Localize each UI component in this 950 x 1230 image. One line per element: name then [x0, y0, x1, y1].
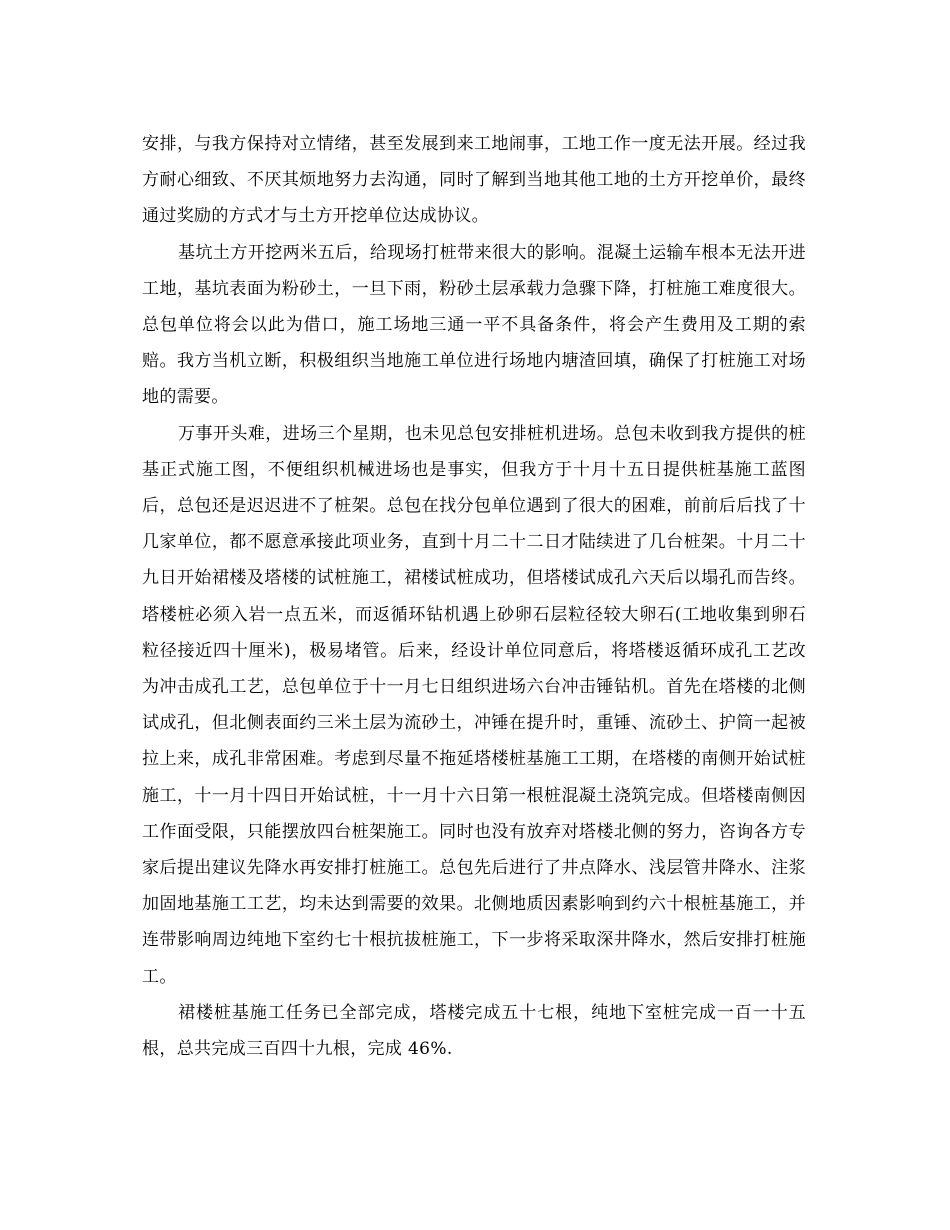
paragraph-4: 裙楼桩基施工任务已全部完成，塔楼完成五十七根，纯地下室桩完成一百一十五根，总共完成三百四十九根，完成 46%.: [142, 1002, 806, 1060]
paragraph-2: 基坑土方开挖两米五后，给现场打桩带来很大的影响。混凝土运输车根本无法开进工地，基坑表面为粉砂土，一旦下雨，粉砂土层承载力急骤下降，打桩施工难度很大。总包单位将会以此为借口，施工场地三通一平不具备条件，将会产生费用及工期的索赔。我方当机立断，积极组织当地施工单位进行场地内塘渣回填，确保了打桩施工对场地的需要。: [142, 242, 806, 408]
paragraph-3: 万事开头难，进场三个星期，也未见总包安排桩机进场。总包未收到我方提供的桩基正式施工图，不便组织机械进场也是事实，但我方于十月十五日提供桩基施工蓝图后，总包还是迟迟进不了桩架。总包在找分包单位遇到了很大的困难，前前后后找了十几家单位，都不愿意承接此项业务，直到十月二十二日才陆续进了几台桩架。十月二十九日开始裙楼及塔楼的试桩施工，裙楼试桩成功，但塔楼试成孔六天后以塌孔而告终。塔楼桩必须入岩一点五米，而返循环钻机遇上砂卵石层粒径较大卵石(工地收集到卵石粒径接近四十厘米)，极易堵管。后来，经设计单位同意后，将塔楼返循环成孔工艺改为冲击成孔工艺，总包单位于十一月七日组织进场六台冲击锤钻机。首先在塔楼的北侧试成孔，但北侧表面约三米土层为流砂土，冲锤在提升时，重锤、流砂土、护筒一起被拉上来，成孔非常困难。考虑到尽量不拖延塔楼桩基施工工期，在塔楼的南侧开始试桩施工，十一月十四日开始试桩，十一月十六日第一根桩混凝土浇筑完成。但塔楼南侧因工作面受限，只能摆放四台桩架施工。同时也没有放弃对塔楼北侧的努力，咨询各方专家后提出建议先降水再安排打桩施工。总包先后进行了井点降水、浅层管井降水、注浆加固地基施工工艺，均未达到需要的效果。北侧地质因素影响到约六十根桩基施工，并连带影响周边纯地下室约七十根抗拔桩施工，下一步将采取深井降水，然后安排打桩施工。: [142, 423, 806, 987]
paragraph-1: 安排，与我方保持对立情绪，甚至发展到来工地闹事，工地工作一度无法开展。经过我方耐心细致、不厌其烦地努力去沟通，同时了解到当地其他工地的土方开挖单价，最终通过奖励的方式才与土方开挖单位达成协议。: [142, 134, 806, 227]
document-body: [142, 126, 806, 1067]
